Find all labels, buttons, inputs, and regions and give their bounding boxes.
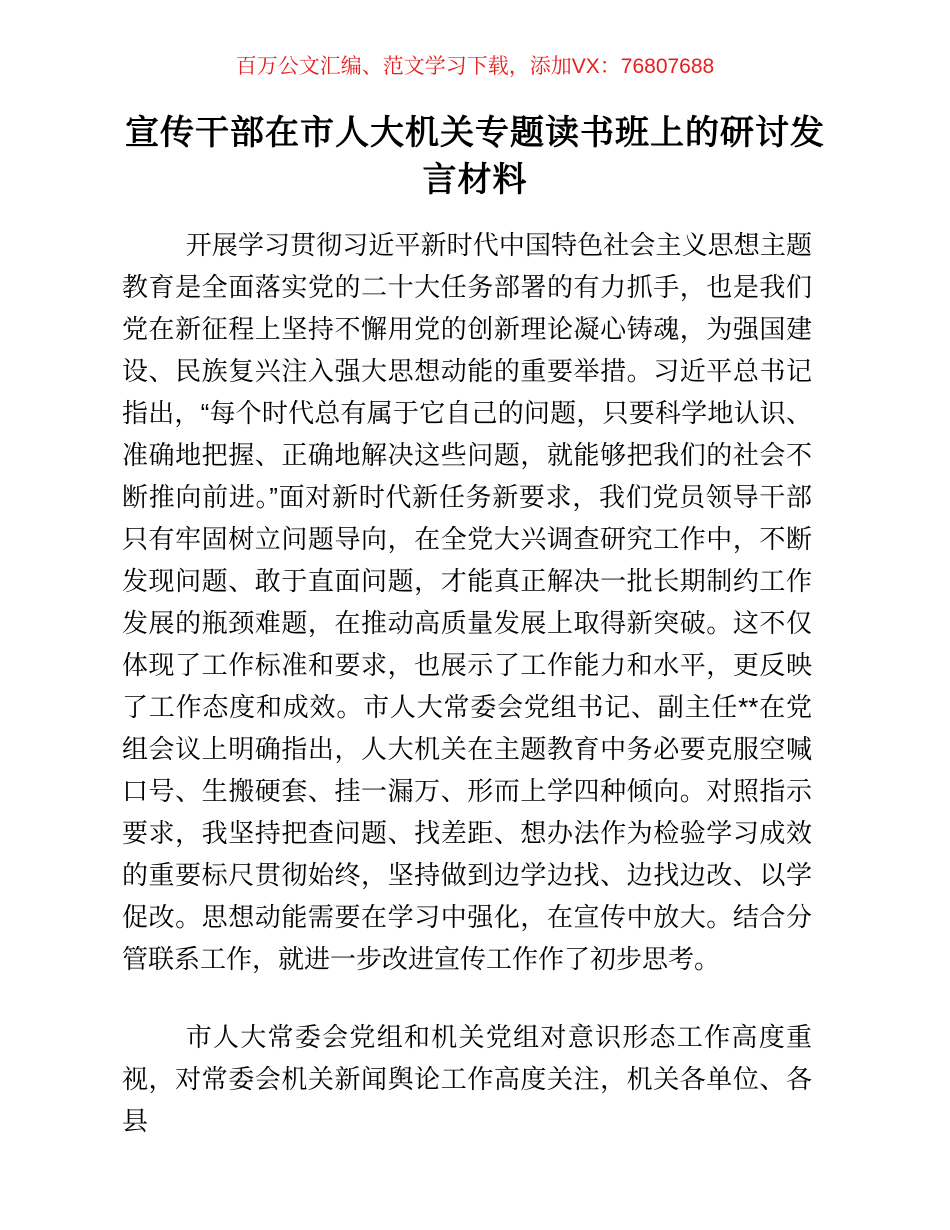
paragraph-2: 市人大常委会党组和机关党组对意识形态工作高度重视，对常委会机关新闻舆论工作高度关注，机关各单位、各县	[122, 1022, 812, 1136]
document-title: 宣传干部在市人大机关专题读书班上的研讨发言材料	[125, 114, 825, 199]
document-body	[122, 224, 812, 1142]
promo-notice: 百万公文汇编、范文学习下载，添加VX：76807688	[235, 55, 715, 78]
paragraph-1: 开展学习贯彻习近平新时代中国特色社会主义思想主题教育是全面落实党的二十大任务部署的有力抓手，也是我们党在新征程上坚持不懈用党的创新理论凝心铸魂，为强国建设、民族复兴注入强大思想动能的重要举措。习近平总书记指出，“每个时代总有属于它自己的问题，只要科学地认识、准确地把握、正确地解决这些问题，就能够把我们的社会不断推向前进。”面对新时代新任务新要求，我们党员领导干部只有牢固树立问题导向，在全党大兴调查研究工作中，不断发现问题、敢于直面问题，才能真正解决一批长期制约工作发展的瓶颈难题，在推动高质量发展上取得新突破。这不仅体现了工作标准和要求，也展示了工作能力和水平，更反映了工作态度和成效。市人大常委会党组书记、副主任**在党组会议上明确指出，人大机关在主题教育中务必要克服空喊口号、生搬硬套、挂一漏万、形而上学四种倾向。对照指示要求，我坚持把查问题、找差距、想办法作为检验学习成效的重要标尺贯彻始终，坚持做到边学边找、边找边改、以学促改。思想动能需要在学习中强化，在宣传中放大。结合分管联系工作，就进一步改进宣传工作作了初步思考。	[122, 230, 812, 974]
